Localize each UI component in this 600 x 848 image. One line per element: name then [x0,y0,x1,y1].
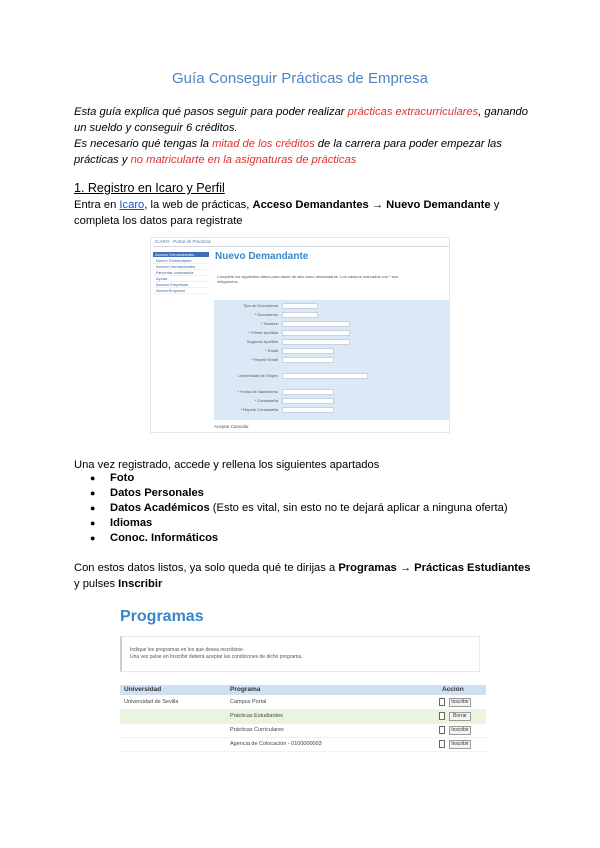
field-label: * Repetir Email [251,357,278,362]
programas-paragraph [74,560,534,592]
sidebar-item[interactable]: Nuevo Demandante [153,258,209,264]
list-item [94,486,554,501]
cell-program: Prácticas Curriculares [230,727,284,733]
intro-text: de la carrera para poder empezar las prácticas y [74,138,502,166]
note-line: Indique los programas en los que desea inscribirse. [130,647,245,653]
form-row [214,356,450,364]
apartados-intro: Una vez registrado, accede y rellena los siguientes apartados [74,459,380,471]
paragraph-text: y completa los datos para registrate [74,199,500,227]
field-label: Segundo Apellido [246,339,278,344]
inscribir-button[interactable]: Inscribir [449,740,471,749]
field-label: * Email [265,348,278,353]
document-title: Guía Conseguir Prácticas de Empresa [172,70,428,87]
list-item [94,501,554,516]
screenshot-programas [110,600,488,760]
inscribir-keyword: Inscribir [118,578,163,590]
nav-path-demandantes: Acceso Demandantes → Nuevo Demandante [252,199,491,211]
email-repeat-input[interactable] [282,357,334,363]
form-note: Complete los siguientes datos para darse de alta como demandante. Los campos marcados con * son obligatorios. [217,274,399,284]
icaro-link[interactable]: Icaro [119,199,145,211]
intro-text: Es necesario qué tengas la [74,138,213,150]
registro-paragraph [74,197,534,229]
highlight-credits: mitad de los créditos [212,138,315,150]
list-item-text: (Esto es vital, sin esto no te dejará aplicar a ninguna oferta) [209,502,508,514]
sidebar-item[interactable]: Acceso Empresas [153,282,209,288]
list-item [94,516,554,531]
table-row [120,738,486,752]
field-label: Universidad de Origen [238,373,278,378]
sidebar-menu [153,252,209,312]
sidebar-item[interactable]: Acceso Demandantes [153,264,209,270]
surname2-input[interactable] [282,339,350,345]
surname1-input[interactable] [282,330,350,336]
name-input[interactable] [282,321,350,327]
field-label: * Repetir Contraseña [240,407,278,412]
sidebar-item[interactable]: Recordar contraseña [153,270,209,276]
form-row [214,311,450,319]
table-header [120,685,486,695]
list-item-bold: Datos Personales [110,487,204,499]
screenshot-heading: Nuevo Demandante [215,251,309,262]
column-header: Acción [442,686,464,693]
registration-form [214,300,450,420]
inscribir-button[interactable]: Inscribir [449,698,471,707]
document-icon [439,712,445,720]
form-row [214,302,450,310]
list-item-bold: Datos Académicos [110,502,210,514]
email-input[interactable] [282,348,334,354]
doc-type-select[interactable] [282,303,318,309]
university-select[interactable] [282,373,368,379]
field-label: * Contraseña [254,398,278,403]
form-row [214,397,450,405]
form-row [214,388,450,396]
programas-note [120,636,480,672]
field-label: * Fecha de Nacimiento [237,389,278,394]
field-label: Tipo de Documento [243,303,278,308]
column-header: Universidad [124,686,162,693]
field-label: * Nombre [261,321,278,326]
field-label: * Primer Apellido [248,330,278,335]
cell-program: Campus Portal [230,699,267,705]
paragraph-text: y pulses [74,578,119,590]
table-row [120,696,486,710]
browser-bar: ICARO · Portal de Prácticas [153,239,449,247]
list-item-bold: Conoc. Informáticos [110,532,219,544]
column-header: Programa [230,686,261,693]
password-input[interactable] [282,398,334,404]
form-row [214,406,450,414]
form-row [214,329,450,337]
sidebar-item[interactable]: Ayuda [153,276,209,282]
highlight-extracurricular: prácticas extracurriculares [347,106,479,118]
note-line: Una vez pulse en Inscribir deberá aceptar las condiciones de dicho programa. [130,654,303,660]
apartados-list [74,471,554,546]
form-buttons[interactable]: Aceptar Cancelar [214,424,249,429]
cell-university: Universidad de Sevilla [124,699,179,705]
form-row [214,338,450,346]
form-row [214,320,450,328]
form-row [214,347,450,355]
paragraph-text: Con estos datos listos, ya solo queda qué te dirijas a [74,562,339,574]
document-icon [439,726,445,734]
cell-program: Prácticas Estudiantes [230,713,283,719]
sidebar-item[interactable]: Nueva Empresa [153,288,209,294]
list-item [94,531,554,546]
list-item-bold: Idiomas [110,517,153,529]
list-item [94,471,554,486]
intro-paragraph [74,104,534,168]
field-label: * Documento [254,312,278,317]
birthdate-input[interactable] [282,389,334,395]
document-icon [439,740,445,748]
document-icon [439,698,445,706]
password-repeat-input[interactable] [282,407,334,413]
table-row [120,710,486,724]
cell-program: Agencia de Colocación - 0100000003 [230,741,322,747]
nav-path-programas: Programas → Prácticas Estudiantes [338,562,531,574]
highlight-no-enroll: no matricularte en la asignaturas de prácticas [130,154,357,166]
section-heading-registro: 1. Registro en Icaro y Perfil [74,181,225,195]
intro-text: Esta guía explica qué pasos seguir para poder realizar [74,106,348,118]
paragraph-text: Entra en [74,199,120,211]
table-row [120,724,486,738]
document-input[interactable] [282,312,318,318]
list-item-bold: Foto [110,472,135,484]
screenshot-heading: Programas [120,608,204,625]
intro-text: , ganando un sueldo y conseguir 6 créditos. [74,106,528,134]
borrar-button[interactable]: Borrar [449,712,471,721]
sidebar-header: Acceso Demandantes [153,252,209,257]
screenshot-nuevo-demandante [150,237,450,433]
paragraph-text: , la web de prácticas, [144,199,253,211]
form-row [214,372,450,380]
inscribir-button[interactable]: Inscribir [449,726,471,735]
